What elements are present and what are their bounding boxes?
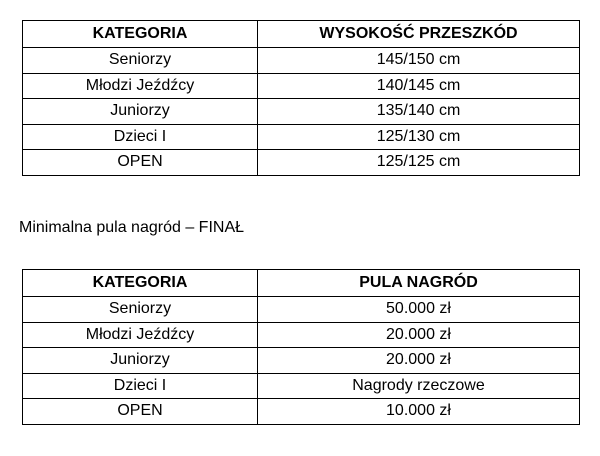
header-prize-pool: PULA NAGRÓD [258, 270, 580, 297]
height-cell: 135/140 cm [258, 99, 580, 125]
table-row [23, 48, 580, 74]
height-cell: 145/150 cm [258, 48, 580, 74]
table-header-row [23, 21, 580, 48]
height-cell: 125/125 cm [258, 150, 580, 176]
prize-cell: 10.000 zł [258, 399, 580, 425]
table-row [23, 348, 580, 374]
table-row [23, 373, 580, 399]
height-cell: 125/130 cm [258, 124, 580, 150]
prize-cell: 50.000 zł [258, 297, 580, 323]
category-cell: Seniorzy [23, 297, 258, 323]
prize-pool-table [22, 269, 580, 425]
category-cell: Juniorzy [23, 99, 258, 125]
header-category: KATEGORIA [23, 270, 258, 297]
category-cell: Seniorzy [23, 48, 258, 74]
prize-cell: 20.000 zł [258, 322, 580, 348]
table-row [23, 73, 580, 99]
category-cell: Dzieci I [23, 373, 258, 399]
table-row [23, 150, 580, 176]
category-cell: Juniorzy [23, 348, 258, 374]
category-cell: OPEN [23, 150, 258, 176]
category-cell: Młodzi Jeźdźcy [23, 322, 258, 348]
header-obstacle-height: WYSOKOŚĆ PRZESZKÓD [258, 21, 580, 48]
category-cell: Dzieci I [23, 124, 258, 150]
obstacle-height-table [22, 20, 580, 176]
table-row [23, 399, 580, 425]
table-row [23, 124, 580, 150]
table-header-row [23, 270, 580, 297]
prize-cell: Nagrody rzeczowe [258, 373, 580, 399]
prize-cell: 20.000 zł [258, 348, 580, 374]
category-cell: OPEN [23, 399, 258, 425]
table-row [23, 99, 580, 125]
table-row [23, 297, 580, 323]
prize-pool-caption: Minimalna pula nagród – FINAŁ [19, 219, 245, 236]
header-category: KATEGORIA [23, 21, 258, 48]
height-cell: 140/145 cm [258, 73, 580, 99]
table-row [23, 322, 580, 348]
category-cell: Młodzi Jeźdźcy [23, 73, 258, 99]
